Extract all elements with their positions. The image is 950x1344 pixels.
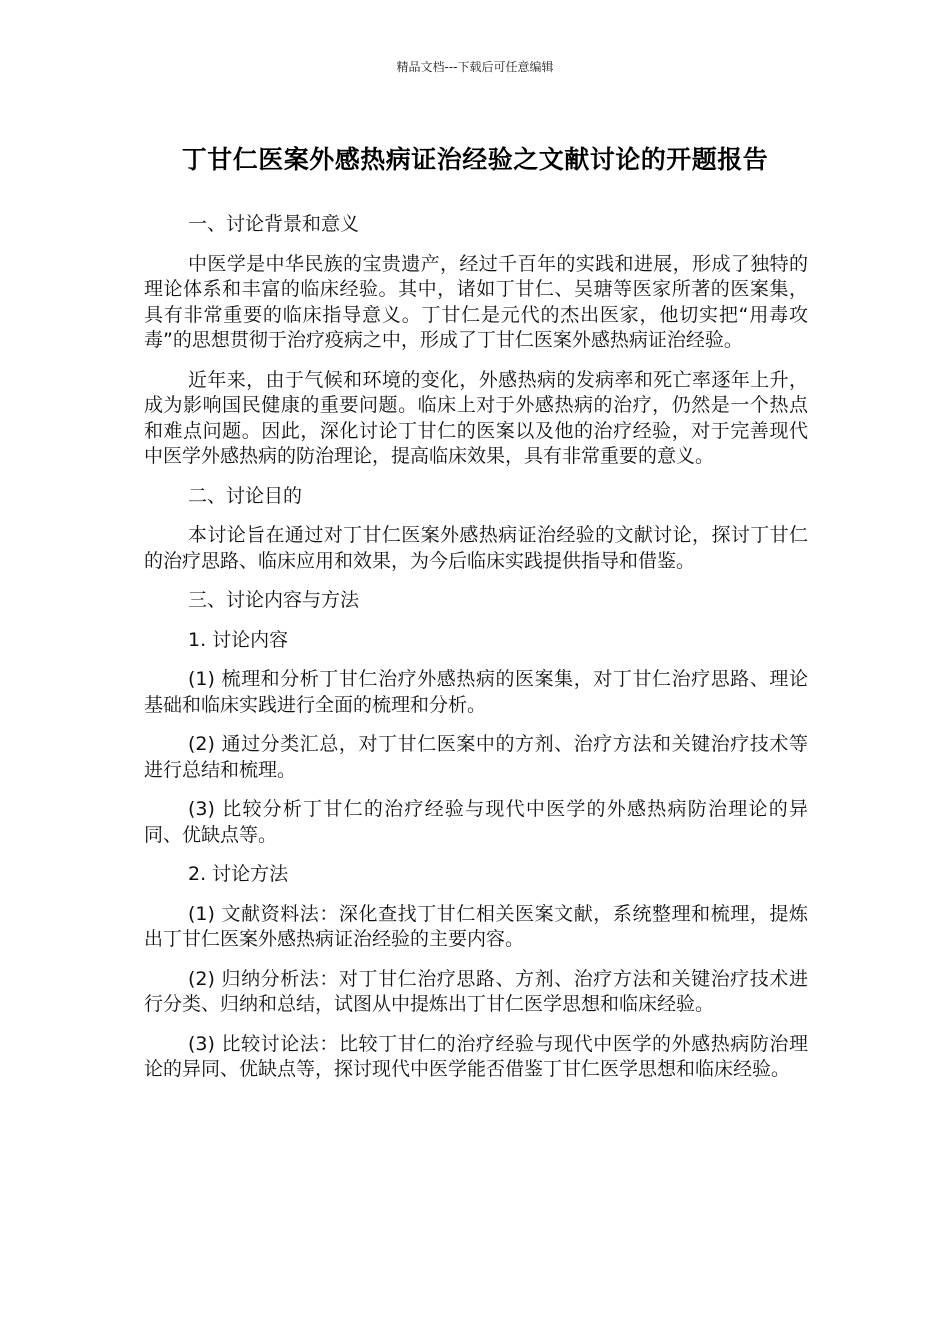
list-item: (2) 通过分类汇总，对丁甘仁医案中的方剂、治疗方法和关键治疗技术等进行总结和梳理。 — [144, 733, 808, 781]
subsection-heading-method: 2. 讨论方法 — [188, 863, 289, 885]
paragraph: 本讨论旨在通过对丁甘仁医案外感热病证治经验的文献讨论，探讨丁甘仁的治疗思路、临床应用和效果，为今后临床实践提供指导和借鉴。 — [144, 524, 808, 572]
list-item: (1) 梳理和分析丁甘仁治疗外感热病的医案集，对丁甘仁治疗思路、理论基础和临床实践进行全面的梳理和分析。 — [144, 668, 808, 716]
list-item: (3) 比较讨论法：比较丁甘仁的治疗经验与现代中医学的外感热病防治理论的异同、优缺点等，探讨现代中医学能否借鉴丁甘仁医学思想和临床经验。 — [144, 1032, 808, 1080]
section-heading-purpose: 二、讨论目的 — [188, 484, 303, 507]
document-body — [144, 212, 808, 1097]
paragraph: 中医学是中华民族的宝贵遗产，经过千百年的实践和进展，形成了独特的理论体系和丰富的临床经验。其中，诸如丁甘仁、吴瑭等医家所著的医案集，具有非常重要的临床指导意义。丁甘仁是元代的杰出医家，他切实把“用毒攻毒”的思想贯彻于治疗疫病之中，形成了丁甘仁医案外感热病证治经验。 — [144, 252, 808, 351]
section-heading-background: 一、讨论背景和意义 — [188, 213, 360, 235]
subsection-heading-content: 1. 讨论内容 — [188, 628, 289, 651]
header-note: 精品文档---下载后可任意编辑 — [396, 60, 554, 74]
section-heading-content-method: 三、讨论内容与方法 — [188, 589, 360, 611]
list-item: (1) 文献资料法：深化查找丁甘仁相关医案文献，系统整理和梳理，提炼出丁甘仁医案外感热病证治经验的主要内容。 — [144, 902, 808, 950]
paragraph: 近年来，由于气候和环境的变化，外感热病的发病率和死亡率逐年上升，成为影响国民健康的重要问题。临床上对于外感热病的治疗，仍然是一个热点和难点问题。因此，深化讨论丁甘仁的医案以及他的治疗经验，对于完善现代中医学外感热病的防治理论，提高临床效果，具有非常重要的意义。 — [144, 368, 808, 467]
list-item: (3) 比较分析丁甘仁的治疗经验与现代中医学的外感热病防治理论的异同、优缺点等。 — [144, 798, 808, 846]
list-item: (2) 归纳分析法：对丁甘仁治疗思路、方剂、治疗方法和关键治疗技术进行分类、归纳和总结，试图从中提炼出丁甘仁医学思想和临床经验。 — [144, 967, 808, 1015]
document-title: 丁甘仁医案外感热病证治经验之文献讨论的开题报告 — [181, 145, 769, 174]
